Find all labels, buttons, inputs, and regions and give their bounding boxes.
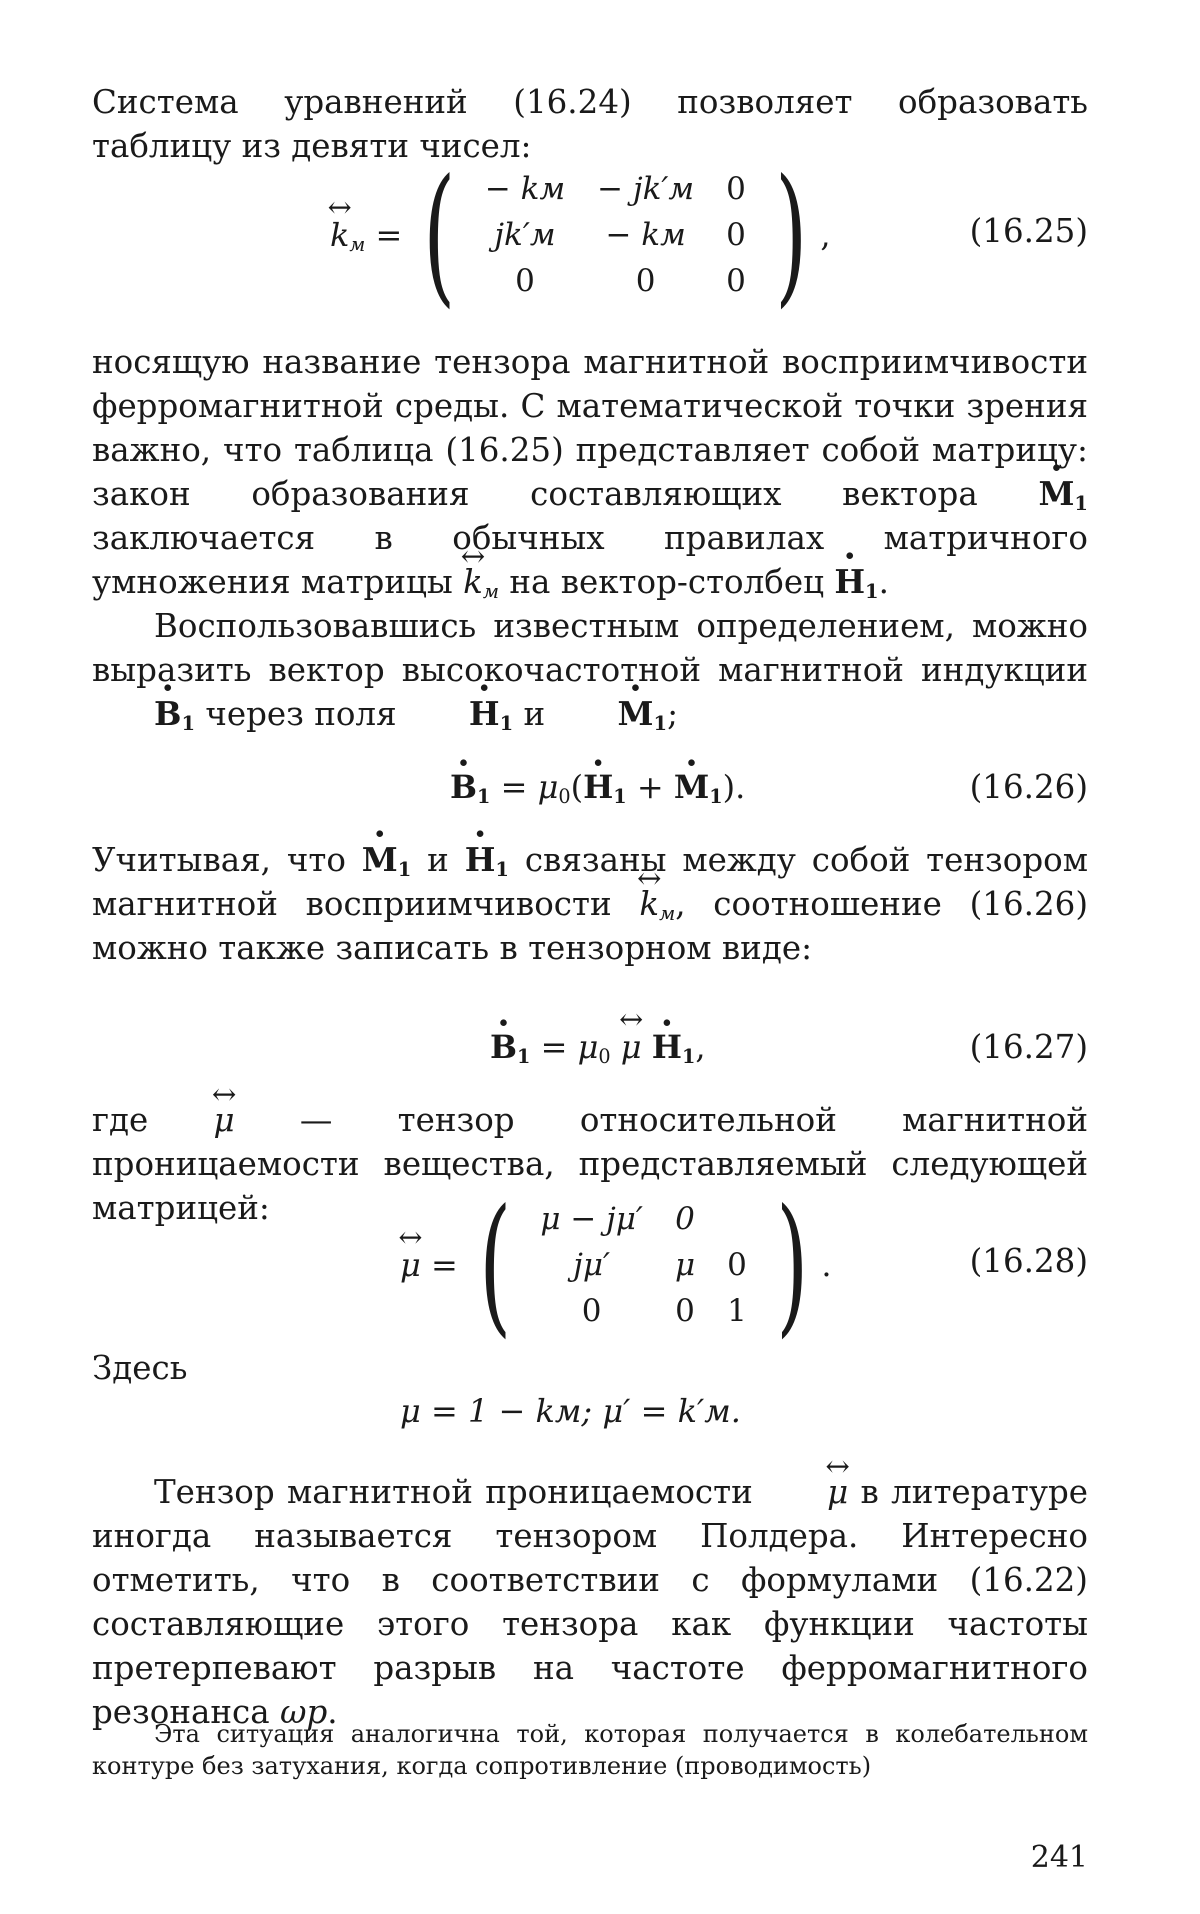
- vector-m1: · $M_1$: [362, 840, 412, 879]
- matrix-cell: − kм: [605, 217, 686, 253]
- paragraph-here: Здесь: [92, 1349, 188, 1387]
- matrix-cell: 0: [635, 263, 656, 299]
- matrix-cell: [711, 1196, 763, 1242]
- equation-16-25: [330, 148, 831, 322]
- matrix-cell: jμ′: [573, 1247, 611, 1283]
- equation-comma: ,: [820, 216, 831, 254]
- matrix-row: [524, 1196, 763, 1242]
- right-paren: ): [776, 1178, 809, 1352]
- matrix-cell: 0: [726, 263, 746, 299]
- right-paren: ): [775, 148, 808, 322]
- equation-mu-definitions: μ = 1 − kм; μ′ = k′м.: [400, 1392, 741, 1430]
- matrix-mu: [524, 1196, 763, 1334]
- vector-b1: · $B_1$: [92, 694, 195, 733]
- matrix-cell: 0: [726, 217, 746, 253]
- matrix-row: [524, 1242, 763, 1288]
- matrix-cell: jk′м: [494, 217, 556, 253]
- equation-16-28: [400, 1178, 832, 1352]
- vector-m1: · $M_1$: [556, 694, 668, 733]
- equation-number: (16.26): [969, 768, 1088, 806]
- matrix-cell: 1: [727, 1293, 747, 1329]
- equation-16-26: · $B_1 = \mu_0(\cdot H_1$ + · $M_1$). (16.26): [0, 760, 1200, 820]
- tensor-mu-inline: ↔ μ: [214, 1098, 235, 1142]
- matrix-cell: 0: [675, 1201, 695, 1237]
- matrix-cell: μ − jμ′: [540, 1201, 643, 1237]
- tensor-k-symbol: ↔ $k_м$ =: [330, 216, 402, 254]
- matrix-cell: 0: [675, 1293, 695, 1329]
- paragraph-induction: Воспользовавшись известным определением, можно выразить вектор высокочастотной магнитной индукции · $B_1$ через поля · $H_1$ $и \cdot M_1$;: [92, 604, 1088, 736]
- matrix-k: [469, 166, 762, 304]
- vector-h1: · $H_1$: [465, 840, 509, 879]
- paragraph-tensor-form: Учитывая, что · $M_1$ $и \cdot H_1$ связаны между собой тензором магнитной восприимчивости ↔ $k_м$, соотношение (16.26) можно также записать в тензорном виде:: [92, 838, 1088, 970]
- tensor-k-inline: ↔ $k_м$: [463, 563, 499, 601]
- vector-h1: · $H_1$: [407, 694, 513, 733]
- matrix-cell: μ: [674, 1247, 696, 1283]
- tensor-mu-inline: ↔ μ: [765, 1470, 848, 1514]
- tensor-mu-symbol: ↔ μ =: [400, 1246, 458, 1284]
- paragraph-tensor-description: носящую название тензора магнитной восприимчивости ферромагнитной среды. С математической точки зрения важно, что таблица (16.25) представляет собой матрицу: закон образования составляющих вектора · $M_1$ заключается в обычных правилах матричного умножения матрицы ↔ $k_м$ на вектор-столбец · $H_1$.: [92, 340, 1088, 604]
- matrix-cell: 0: [727, 1247, 747, 1283]
- paragraph-intro: [92, 80, 1088, 168]
- paragraph-permeability-tensor: где ↔ μ — тензор относительной магнитной проницаемости вещества, представляемый следующей матрицей:: [92, 1098, 1088, 1230]
- footnote: Эта ситуация аналогична той, которая получается в колебательном контуре без затухания, когда сопротивление (проводимость): [92, 1720, 1088, 1780]
- vector-h1: · $H_1$: [834, 562, 878, 601]
- tensor-k-inline: ↔ $k_м$: [639, 885, 675, 923]
- matrix-cell: 0: [515, 263, 535, 299]
- equation-number: (16.25): [969, 212, 1088, 250]
- matrix-row: [469, 212, 762, 258]
- equation-number: (16.27): [969, 1028, 1088, 1066]
- paragraph-polder-tensor: Тензор магнитной проницаемости ↔ μ в литературе иногда называется тензором Полдера. Интересно отметить, что в соответствии с формулами (16.22) составляющие этого тензора как функции частоты претерпевают разрыв на частоте ферромагнитного резонанса ωр.: [92, 1470, 1088, 1734]
- paragraph-text: Система уравнений (16.24) позволяет образовать таблицу из девяти чисел:: [92, 83, 1088, 165]
- left-paren: (: [478, 1178, 512, 1352]
- matrix-row: [469, 258, 762, 304]
- matrix-cell: 0: [581, 1293, 602, 1329]
- matrix-row: [469, 166, 762, 212]
- matrix-cell: − jk′м: [597, 171, 695, 207]
- page-number: 241: [1030, 1840, 1088, 1875]
- matrix-cell: 0: [726, 171, 746, 207]
- equation-period: .: [821, 1246, 832, 1284]
- omega-resonance: ωр: [279, 1693, 328, 1731]
- left-paren: (: [423, 148, 456, 322]
- matrix-row: [524, 1288, 763, 1334]
- vector-m1: · $M_1$: [1038, 474, 1088, 513]
- equation-number: (16.28): [969, 1242, 1088, 1280]
- equation-16-27: · $B_1 = \mu_0$ ↔ $\mu \cdot H_1$, (16.27): [0, 1020, 1200, 1080]
- matrix-cell: − kм: [484, 171, 566, 207]
